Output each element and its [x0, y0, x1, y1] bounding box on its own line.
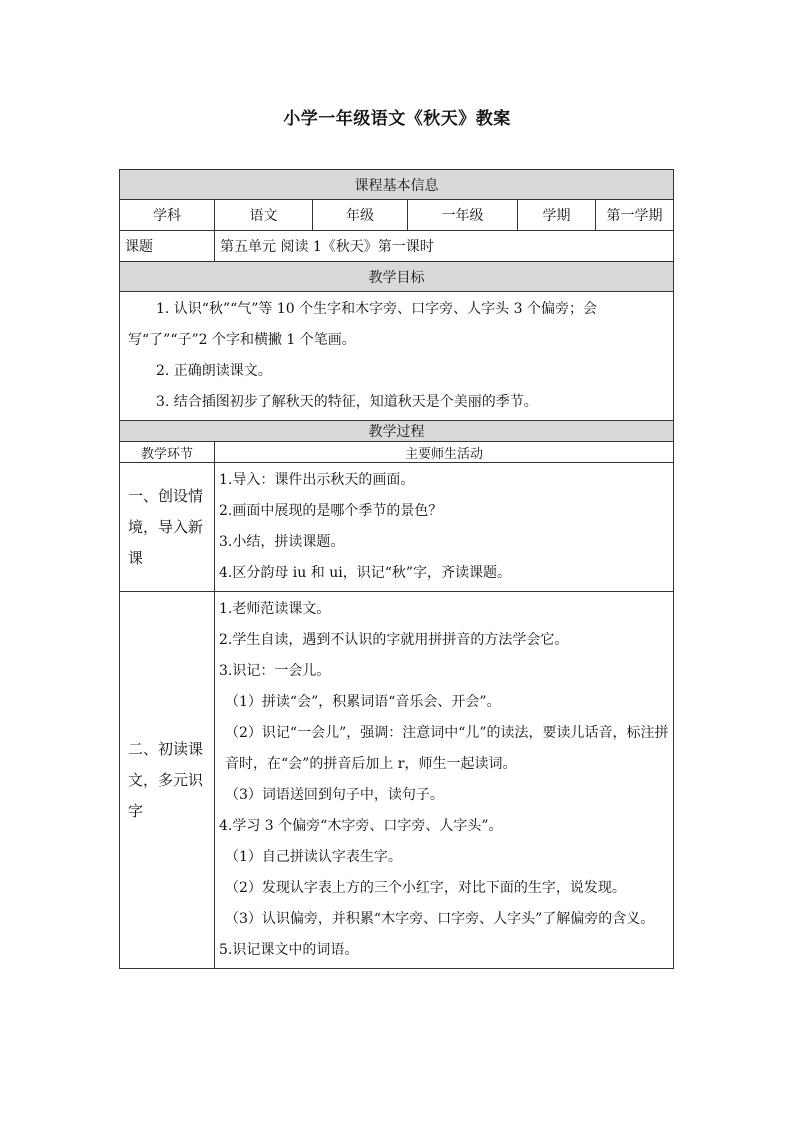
activity-column-header: 主要师生活动: [215, 442, 674, 463]
objective-item: 2. 正确朗读课文。: [156, 363, 272, 379]
activity-item: 1.老师范读课文。: [219, 601, 331, 617]
basic-info-header: 课程基本信息: [120, 170, 674, 200]
process-header: 教学过程: [120, 421, 674, 442]
lesson-plan-table: [119, 169, 674, 969]
activity-item: 4.学习 3 个偏旁“木字旁、口字旁、人字头”。: [219, 818, 503, 834]
term-value: 第一学期: [596, 200, 674, 231]
activity-item: （2）发现认字表上方的三个小红字，对比下面的生字，说发现。: [225, 880, 626, 896]
topic-label: 课题: [120, 231, 215, 262]
stage-activities: [215, 592, 674, 969]
grade-value: 一年级: [408, 200, 518, 231]
activity-item: （3）认识偏旁，并积累“木字旁、口字旁、人字头”了解偏旁的含义。: [225, 911, 655, 927]
activity-item: （3）词语送回到句子中，读句子。: [225, 787, 444, 803]
activity-item: 3.识记：一会儿。: [219, 663, 331, 679]
objectives-cell: [120, 292, 674, 421]
activity-item: 4.区分韵母 iu 和 ui，识记“秋”字，齐读课题。: [219, 565, 512, 581]
subject-label: 学科: [120, 200, 215, 231]
grade-label: 年级: [313, 200, 408, 231]
subject-value: 语文: [215, 200, 313, 231]
activity-item: （2）识记“一会儿”，强调：注意词中“儿”的读法，要读儿话音，标注拼音时，在“会”的拼音后加上 r，师生一起读词。: [225, 725, 669, 772]
activity-item: 2.画面中展现的是哪个季节的景色？: [219, 503, 443, 519]
objective-item: 3. 结合插图初步了解秋天的特征，知道秋天是个美丽的季节。: [156, 394, 538, 410]
activity-item: 3.小结，拼读课题。: [219, 534, 345, 550]
objectives-header: 教学目标: [120, 262, 674, 292]
activity-item: 2.学生自读，遇到不认识的字就用拼拼音的方法学会它。: [219, 632, 569, 648]
stage-name: 二、初读课文，多元识字: [120, 592, 215, 969]
activity-item: （1）自己拼读认字表生字。: [225, 849, 402, 865]
activity-item: （1）拼读“会”，积累词语“音乐会、开会”。: [225, 694, 501, 710]
page-title: 小学一年级语文《秋天》教案: [283, 109, 511, 129]
activity-item: 1.导入：课件出示秋天的画面。: [219, 472, 415, 488]
stage-activities: [215, 463, 674, 592]
stage-column-header: 教学环节: [120, 442, 215, 463]
activity-item: 5.识记课文中的词语。: [219, 942, 359, 958]
stage-name: 一、创设情境，导入新课: [120, 463, 215, 592]
objective-item: 1. 认识“秋”“气”等 10 个生字和木字旁、口字旁、人字头 3 个偏旁；会写“了”“子”2 个字和横撇 1 个笔画。: [128, 301, 597, 348]
topic-value: 第五单元 阅读 1《秋天》第一课时: [215, 231, 674, 262]
term-label: 学期: [518, 200, 596, 231]
